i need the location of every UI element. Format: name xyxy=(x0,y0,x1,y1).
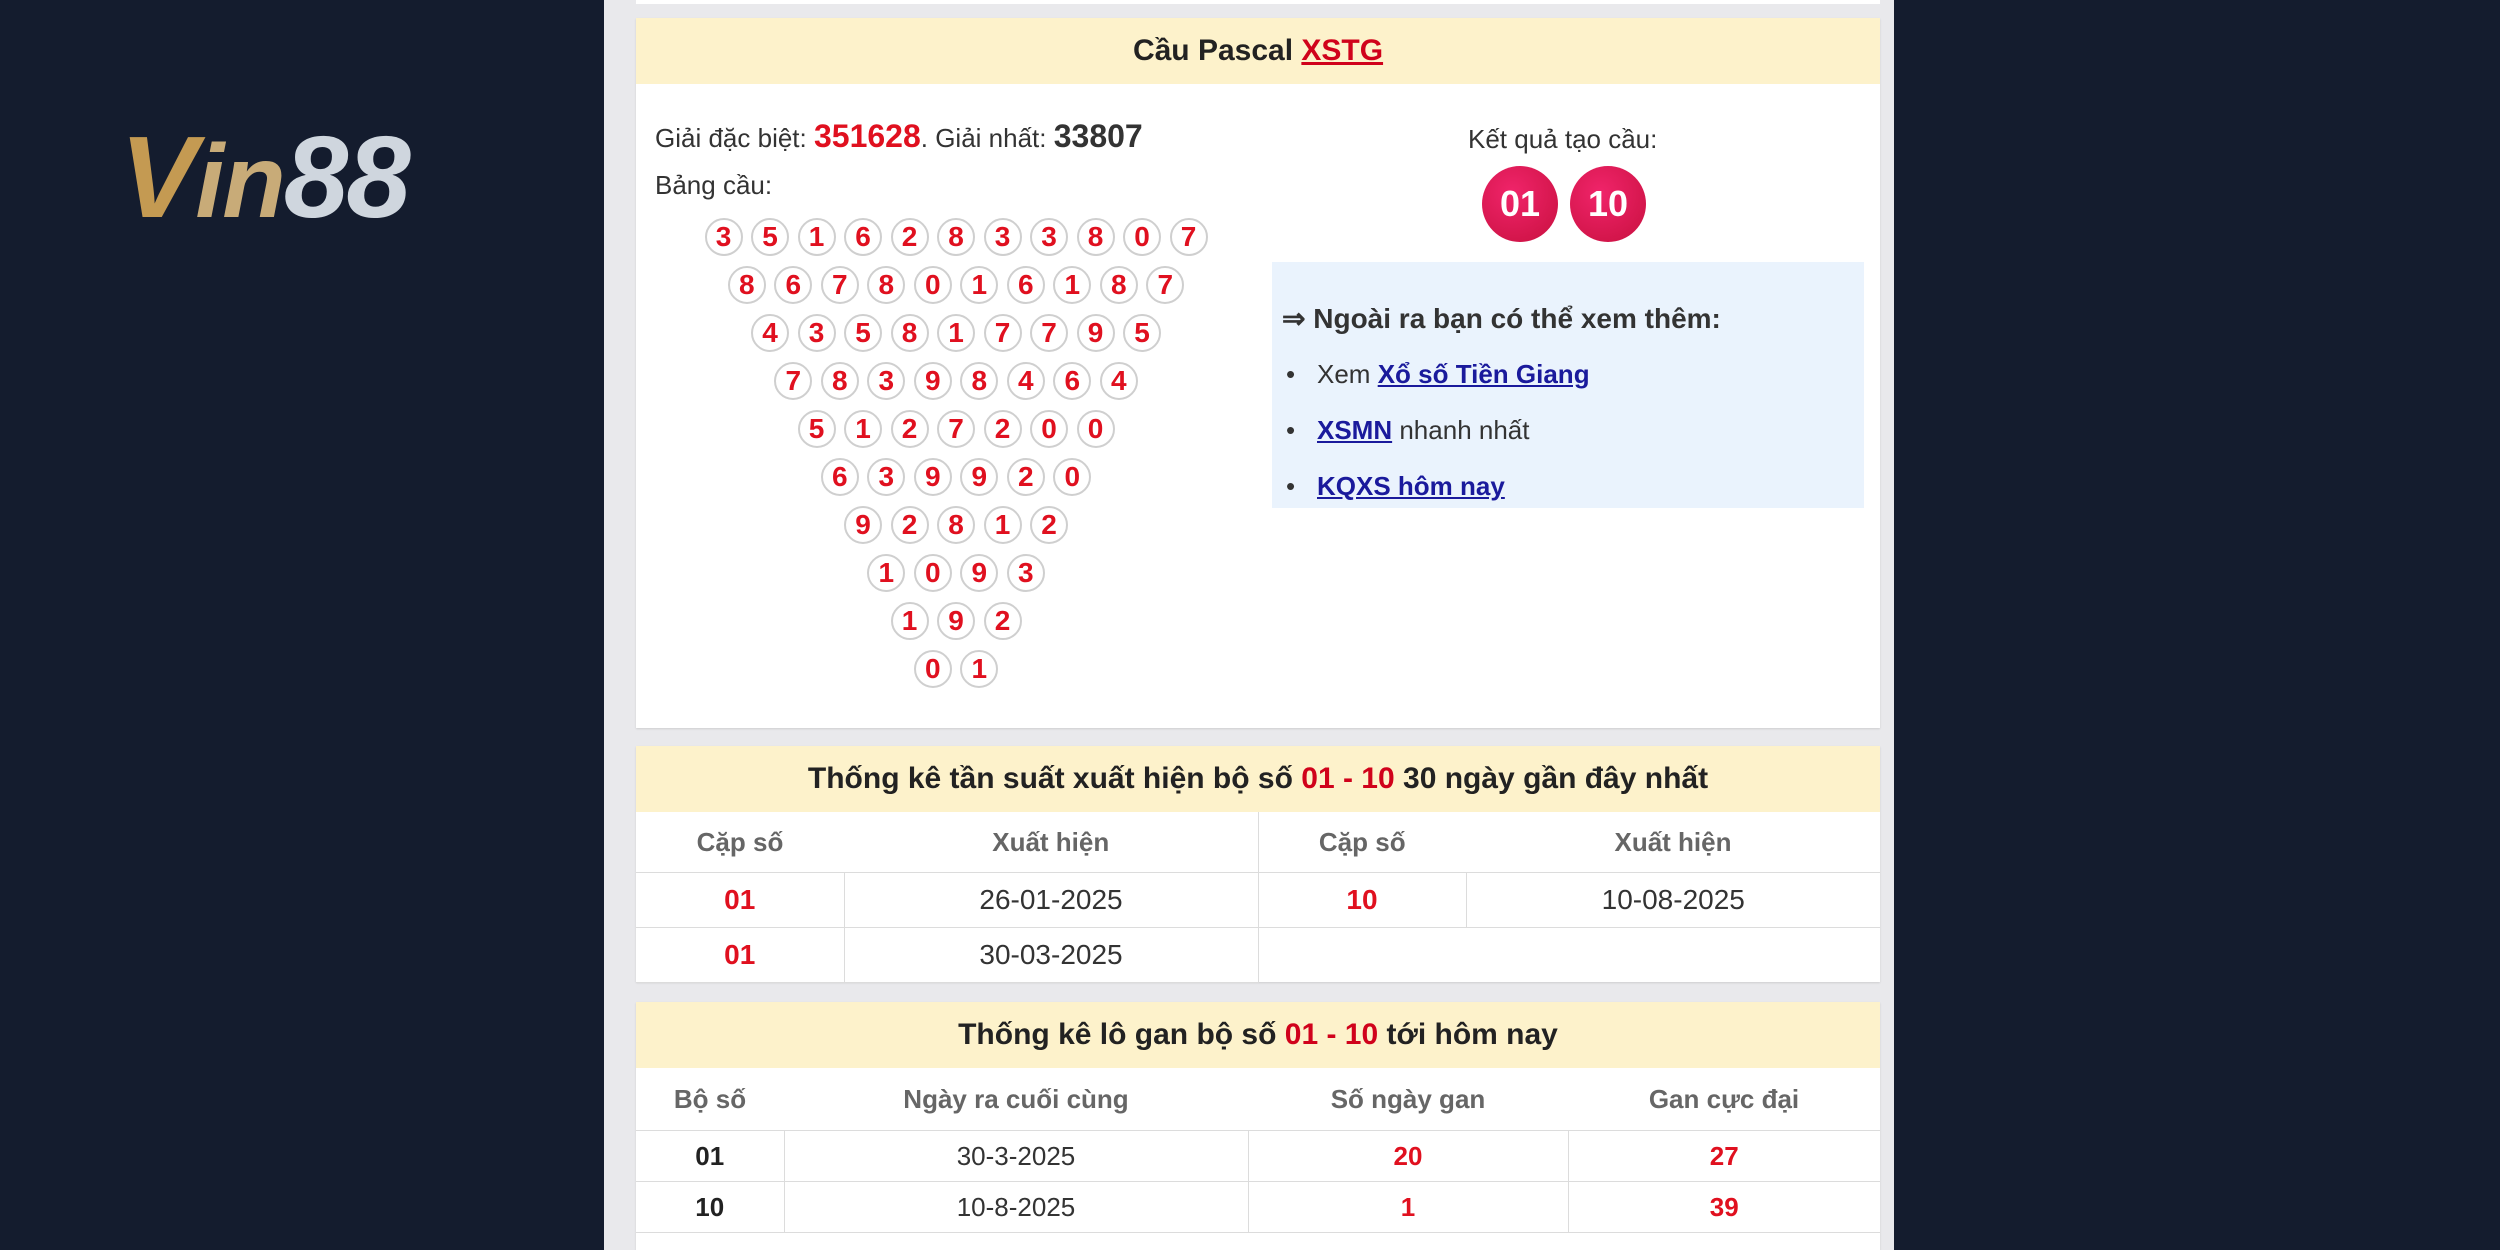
result-ball: 10 xyxy=(1570,166,1646,242)
pascal-digit: 7 xyxy=(937,410,975,448)
frequency-card-title xyxy=(636,746,1880,812)
max-gan-cell: 39 xyxy=(1568,1182,1880,1233)
pascal-card xyxy=(636,18,1880,728)
pascal-digit: 9 xyxy=(844,506,882,544)
pascal-digit: 7 xyxy=(821,266,859,304)
max-gan-cell: 27 xyxy=(1568,1131,1880,1182)
last-date-cell: 30-3-2025 xyxy=(784,1131,1248,1182)
date-cell: 10-08-2025 xyxy=(1466,873,1880,928)
pascal-digit: 6 xyxy=(1053,362,1091,400)
pascal-digit: 7 xyxy=(1146,266,1184,304)
xstg-link[interactable]: XSTG xyxy=(1301,34,1384,67)
pascal-digit: 1 xyxy=(867,554,905,592)
pascal-digit: 9 xyxy=(914,362,952,400)
gan-days-cell: 1 xyxy=(1248,1182,1568,1233)
pascal-digit: 3 xyxy=(867,458,905,496)
gan-title-suffix: tới hôm nay xyxy=(1378,1018,1558,1051)
pascal-digit: 9 xyxy=(1077,314,1115,352)
prize-line xyxy=(655,118,1143,155)
pascal-digit: 7 xyxy=(1030,314,1068,352)
frequency-table xyxy=(636,812,1880,983)
empty-cell xyxy=(1466,928,1880,983)
bullet-icon: • xyxy=(1286,471,1296,501)
main-column xyxy=(604,0,1894,1250)
pascal-digit: 3 xyxy=(705,218,743,256)
pascal-digit: 6 xyxy=(844,218,882,256)
first-prize-label: . Giải nhất: xyxy=(920,123,1047,153)
pascal-digit: 3 xyxy=(1030,218,1068,256)
table-header-row xyxy=(636,1068,1880,1131)
pascal-digit: 2 xyxy=(1030,506,1068,544)
see-more-item xyxy=(1282,470,1842,526)
table-row xyxy=(636,1182,1880,1233)
pascal-digit: 8 xyxy=(960,362,998,400)
pascal-digit: 3 xyxy=(798,314,836,352)
pascal-title-text: Cầu Pascal xyxy=(1132,34,1294,67)
pascal-digit: 3 xyxy=(984,218,1022,256)
table-header-row xyxy=(636,812,1880,873)
empty-cell xyxy=(1258,928,1466,983)
column-header: Ngày ra cuối cùng xyxy=(784,1068,1248,1131)
column-header: Xuất hiện xyxy=(844,812,1258,873)
pascal-digit: 5 xyxy=(1123,314,1161,352)
bullet-icon: • xyxy=(1286,415,1296,445)
pascal-digit: 0 xyxy=(1053,458,1091,496)
pascal-digit: 8 xyxy=(728,266,766,304)
pair-cell: 01 xyxy=(636,928,844,983)
pascal-digit: 0 xyxy=(1077,410,1115,448)
last-date-cell: 10-8-2025 xyxy=(784,1182,1248,1233)
result-ball: 01 xyxy=(1482,166,1558,242)
pascal-digit: 8 xyxy=(937,218,975,256)
pascal-digit: 0 xyxy=(1030,410,1068,448)
result-label: Kết quả tạo cầu: xyxy=(1468,124,1658,154)
pascal-digit: 6 xyxy=(774,266,812,304)
pascal-digit: 0 xyxy=(1123,218,1161,256)
pascal-digit: 0 xyxy=(914,650,952,688)
gan-days-cell: 20 xyxy=(1248,1131,1568,1182)
number-cell: 01 xyxy=(636,1131,784,1182)
pascal-digit: 2 xyxy=(984,602,1022,640)
pascal-digit: 1 xyxy=(844,410,882,448)
special-prize-label: Giải đặc biệt: xyxy=(655,123,807,153)
pascal-digit: 1 xyxy=(984,506,1022,544)
pascal-table-label: Bảng cầu: xyxy=(655,170,773,200)
pascal-digit: 7 xyxy=(984,314,1022,352)
gan-table xyxy=(636,1068,1880,1233)
frequency-title-pair: 01 - 10 xyxy=(1301,762,1395,795)
item-suffix: nhanh nhất xyxy=(1392,415,1530,445)
gan-title-pair: 01 - 10 xyxy=(1284,1018,1379,1051)
pascal-digit: 1 xyxy=(891,602,929,640)
pascal-digit: 1 xyxy=(798,218,836,256)
pascal-digit: 8 xyxy=(891,314,929,352)
see-more-box xyxy=(1272,262,1864,508)
pair-cell: 10 xyxy=(1258,873,1466,928)
gan-card xyxy=(636,1002,1880,1250)
column-header: Gan cực đại xyxy=(1568,1068,1880,1131)
pascal-digit: 5 xyxy=(751,218,789,256)
logo-wordmark xyxy=(120,112,409,247)
pascal-digit: 6 xyxy=(1007,266,1045,304)
pascal-digit: 2 xyxy=(891,506,929,544)
date-cell: 26-01-2025 xyxy=(844,873,1258,928)
pascal-digit: 7 xyxy=(774,362,812,400)
pascal-digit: 1 xyxy=(960,650,998,688)
pascal-digit: 1 xyxy=(937,314,975,352)
pascal-digit: 8 xyxy=(821,362,859,400)
pascal-digit: 7 xyxy=(1170,218,1208,256)
pascal-digit: 9 xyxy=(937,602,975,640)
frequency-title-suffix: 30 ngày gần đây nhất xyxy=(1394,762,1709,795)
pascal-digit: 5 xyxy=(798,410,836,448)
pascal-digit: 1 xyxy=(960,266,998,304)
pascal-card-title xyxy=(636,18,1880,84)
bullet-icon: • xyxy=(1286,359,1296,389)
pascal-digit: 4 xyxy=(1007,362,1045,400)
see-more-title: ⇒ Ngoài ra bạn có thể xem thêm: xyxy=(1282,303,1721,334)
number-cell: 10 xyxy=(636,1182,784,1233)
xo-so-tien-giang-link[interactable]: Xổ số Tiền Giang xyxy=(1377,359,1590,389)
pascal-digit: 9 xyxy=(960,554,998,592)
logo-letter-v: V xyxy=(120,112,196,242)
table-row xyxy=(636,873,1880,928)
frequency-card xyxy=(636,746,1880,982)
pascal-digit: 3 xyxy=(1007,554,1045,592)
gan-title-prefix: Thống kê lô gan bộ số xyxy=(958,1018,1285,1051)
xsmn-link[interactable]: XSMN xyxy=(1317,415,1393,445)
pascal-digit: 6 xyxy=(821,458,859,496)
item-prefix: Xem xyxy=(1317,359,1378,389)
pair-cell: 01 xyxy=(636,873,844,928)
pascal-digit: 8 xyxy=(867,266,905,304)
vin88-logo xyxy=(120,112,490,242)
pascal-digit: 2 xyxy=(891,218,929,256)
column-header: Số ngày gan xyxy=(1248,1068,1568,1131)
pascal-digit: 2 xyxy=(891,410,929,448)
pascal-digit: 4 xyxy=(1100,362,1138,400)
table-row xyxy=(636,928,1880,983)
pascal-digit: 2 xyxy=(1007,458,1045,496)
pascal-digit: 5 xyxy=(844,314,882,352)
pascal-digit: 8 xyxy=(1077,218,1115,256)
pascal-digit: 1 xyxy=(1053,266,1091,304)
pascal-digit: 9 xyxy=(914,458,952,496)
pascal-digit: 2 xyxy=(984,410,1022,448)
date-cell: 30-03-2025 xyxy=(844,928,1258,983)
previous-card-edge xyxy=(636,0,1880,4)
column-header: Cặp số xyxy=(1258,812,1466,873)
pascal-digit: 4 xyxy=(751,314,789,352)
pascal-digit: 8 xyxy=(1100,266,1138,304)
pascal-digit: 0 xyxy=(914,554,952,592)
pascal-digit: 0 xyxy=(914,266,952,304)
pascal-digit: 8 xyxy=(937,506,975,544)
pascal-digit: 3 xyxy=(867,362,905,400)
see-more-item xyxy=(1282,414,1842,470)
special-prize-value: 351628 xyxy=(813,118,921,154)
logo-digits: 88 xyxy=(283,112,409,242)
see-more-item xyxy=(1282,358,1842,414)
frequency-title-prefix: Thống kê tần suất xuất hiện bộ số xyxy=(807,762,1302,795)
pascal-digit: 9 xyxy=(960,458,998,496)
kqxs-hom-nay-link[interactable]: KQXS hôm nay xyxy=(1317,471,1505,501)
table-row xyxy=(636,1131,1880,1182)
see-more-list xyxy=(1282,358,1842,526)
column-header: Bộ số xyxy=(636,1068,784,1131)
column-header: Xuất hiện xyxy=(1466,812,1880,873)
logo-letters-in: in xyxy=(195,124,284,240)
column-header: Cặp số xyxy=(636,812,844,873)
first-prize-value: 33807 xyxy=(1053,118,1143,154)
gan-card-title xyxy=(636,1002,1880,1068)
